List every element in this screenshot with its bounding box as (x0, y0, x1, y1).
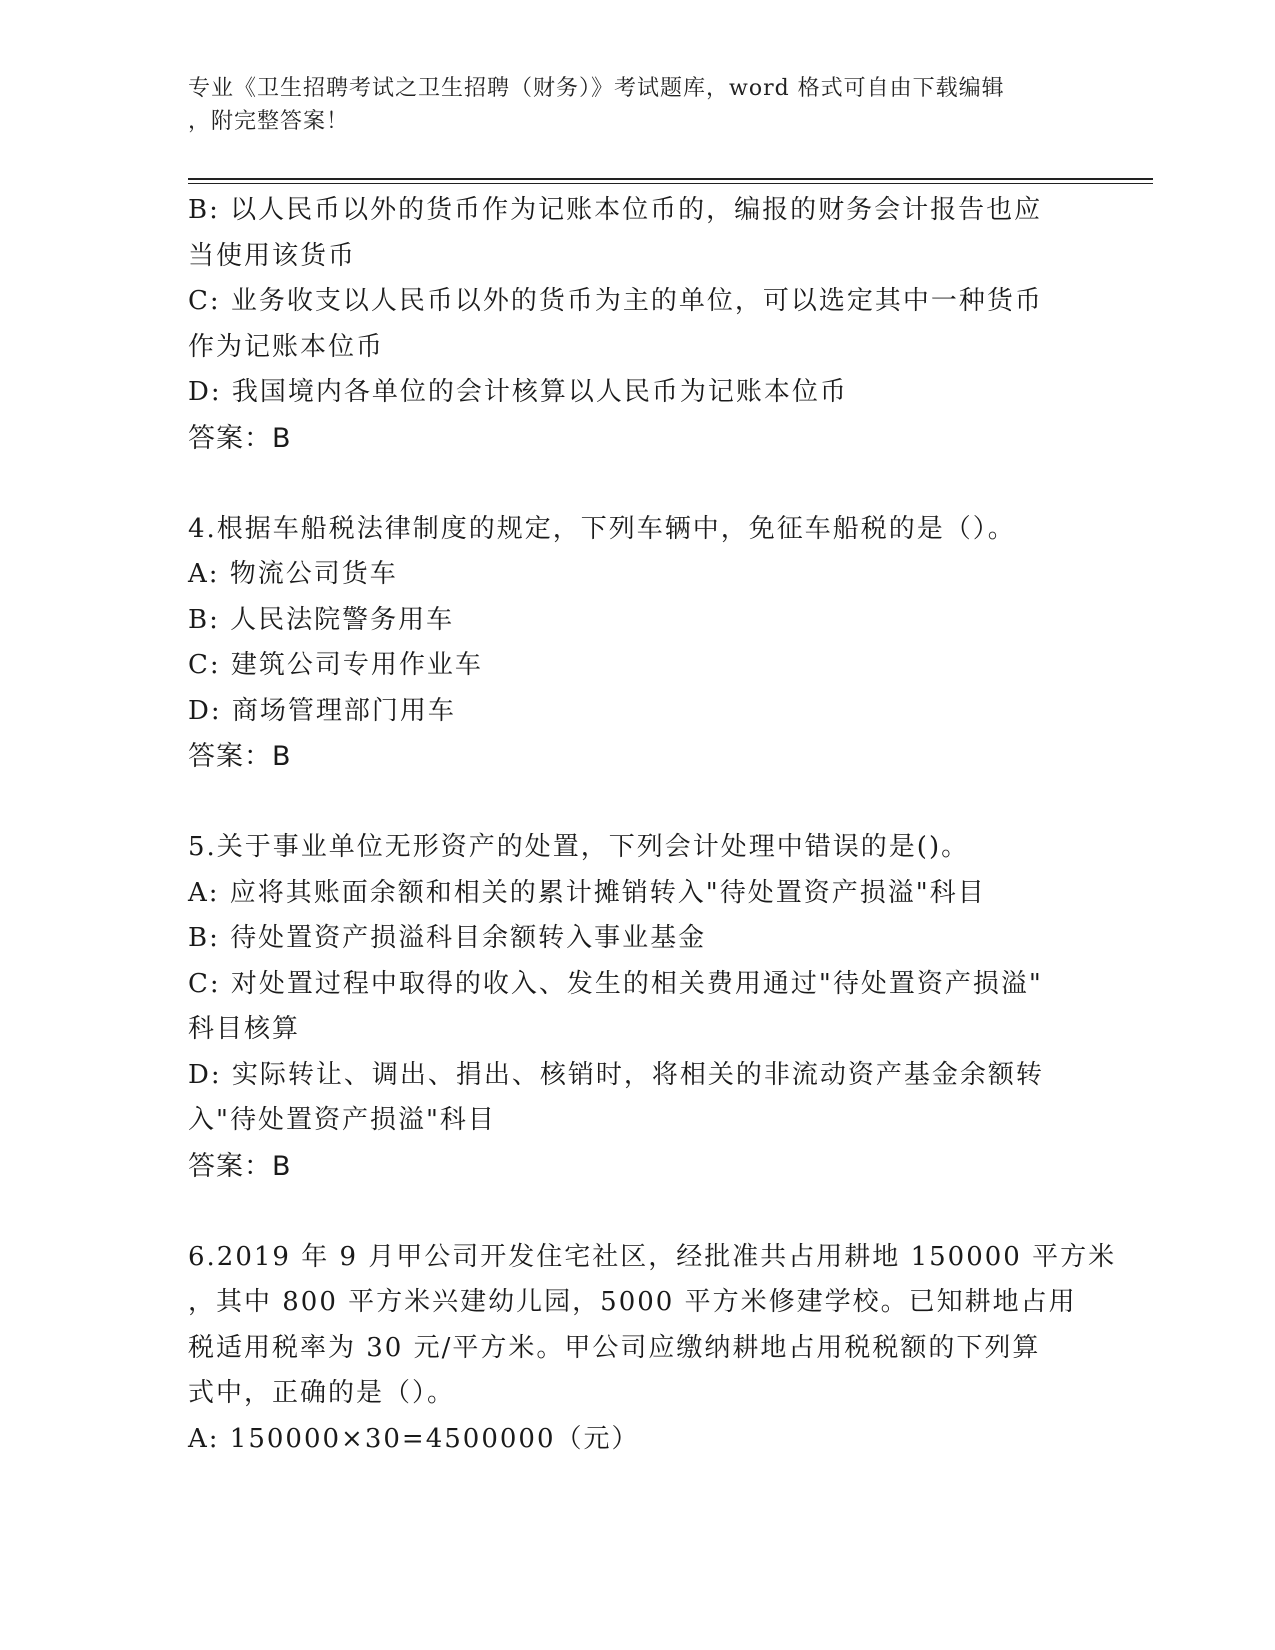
q5-option-a: A: 应将其账面余额和相关的累计摊销转入"待处置资产损溢"科目 (188, 877, 986, 908)
q5-option-c-line-1: C: 对处置过程中取得的收入、发生的相关费用通过"待处置资产损溢" (188, 968, 1043, 999)
q3-option-c-line-2: 作为记账本位币 (188, 331, 385, 362)
header-line-1: 专业《卫生招聘考试之卫生招聘（财务）》考试题库，word 格式可自由下载编辑 (188, 76, 1005, 101)
header-line-2: ，附完整答案！ (188, 109, 350, 134)
spacer (188, 461, 1088, 507)
spacer (188, 780, 1088, 826)
q6-question-line-3: 税适用税率为 30 元/平方米。甲公司应缴纳耕地占用税税额的下列算 (188, 1332, 1041, 1363)
q5-option-d-line-2: 入"待处置资产损溢"科目 (188, 1105, 496, 1135)
q6-question-line-2: ，其中 800 平方米兴建幼儿园，5000 平方米修建学校。已知耕地占用 (188, 1287, 1077, 1317)
document-header (188, 72, 1088, 138)
q6-question-line-4: 式中，正确的是（）。 (188, 1378, 456, 1408)
q5-option-c-line-2: 科目核算 (188, 1014, 301, 1044)
question-5-block (188, 825, 1088, 1189)
q4-option-a: A: 物流公司货车 (188, 559, 398, 589)
q4-question: 4.根据车船税法律制度的规定，下列车辆中，免征车船税的是（）。 (188, 513, 1016, 544)
q3-option-b-line-1: B: 以人民币以外的货币作为记账本位币的，编报的财务会计报告也应 (188, 195, 1043, 225)
q3-option-b-line-2: 当使用该货币 (188, 240, 357, 271)
q5-question: 5.关于事业单位无形资产的处置，下列会计处理中错误的是()。 (188, 832, 970, 862)
q5-answer: 答案：B (188, 1150, 292, 1182)
header-rule-thick (188, 178, 1153, 180)
question-6-block (188, 1235, 1117, 1463)
q5-option-b: B: 待处置资产损溢科目余额转入事业基金 (188, 923, 707, 953)
q3-option-d: D: 我国境内各单位的会计核算以人民币为记账本位币 (188, 377, 848, 407)
q6-option-a: A: 150000×30=4500000（元） (188, 1423, 640, 1454)
q4-answer: 答案：B (188, 741, 292, 772)
q5-option-d-line-1: D: 实际转让、调出、捐出、核销时，将相关的非流动资产基金余额转 (188, 1059, 1044, 1090)
q3-option-c-line-1: C: 业务收支以人民币以外的货币为主的单位，可以选定其中一种货币 (188, 286, 1043, 316)
question-3-block (188, 188, 1088, 461)
q6-question-line-1: 6.2019 年 9 月甲公司开发住宅社区，经批准共占用耕地 150000 平方米 (188, 1241, 1117, 1272)
question-content (188, 188, 1117, 1462)
q4-option-d: D: 商场管理部门用车 (188, 695, 456, 726)
header-rule-thin (188, 183, 1153, 184)
question-4-block (188, 507, 1088, 780)
spacer (188, 1189, 1088, 1235)
q4-option-b: B: 人民法院警务用车 (188, 604, 455, 635)
q4-option-c: C: 建筑公司专用作业车 (188, 650, 483, 680)
q3-answer: 答案：B (188, 422, 292, 454)
